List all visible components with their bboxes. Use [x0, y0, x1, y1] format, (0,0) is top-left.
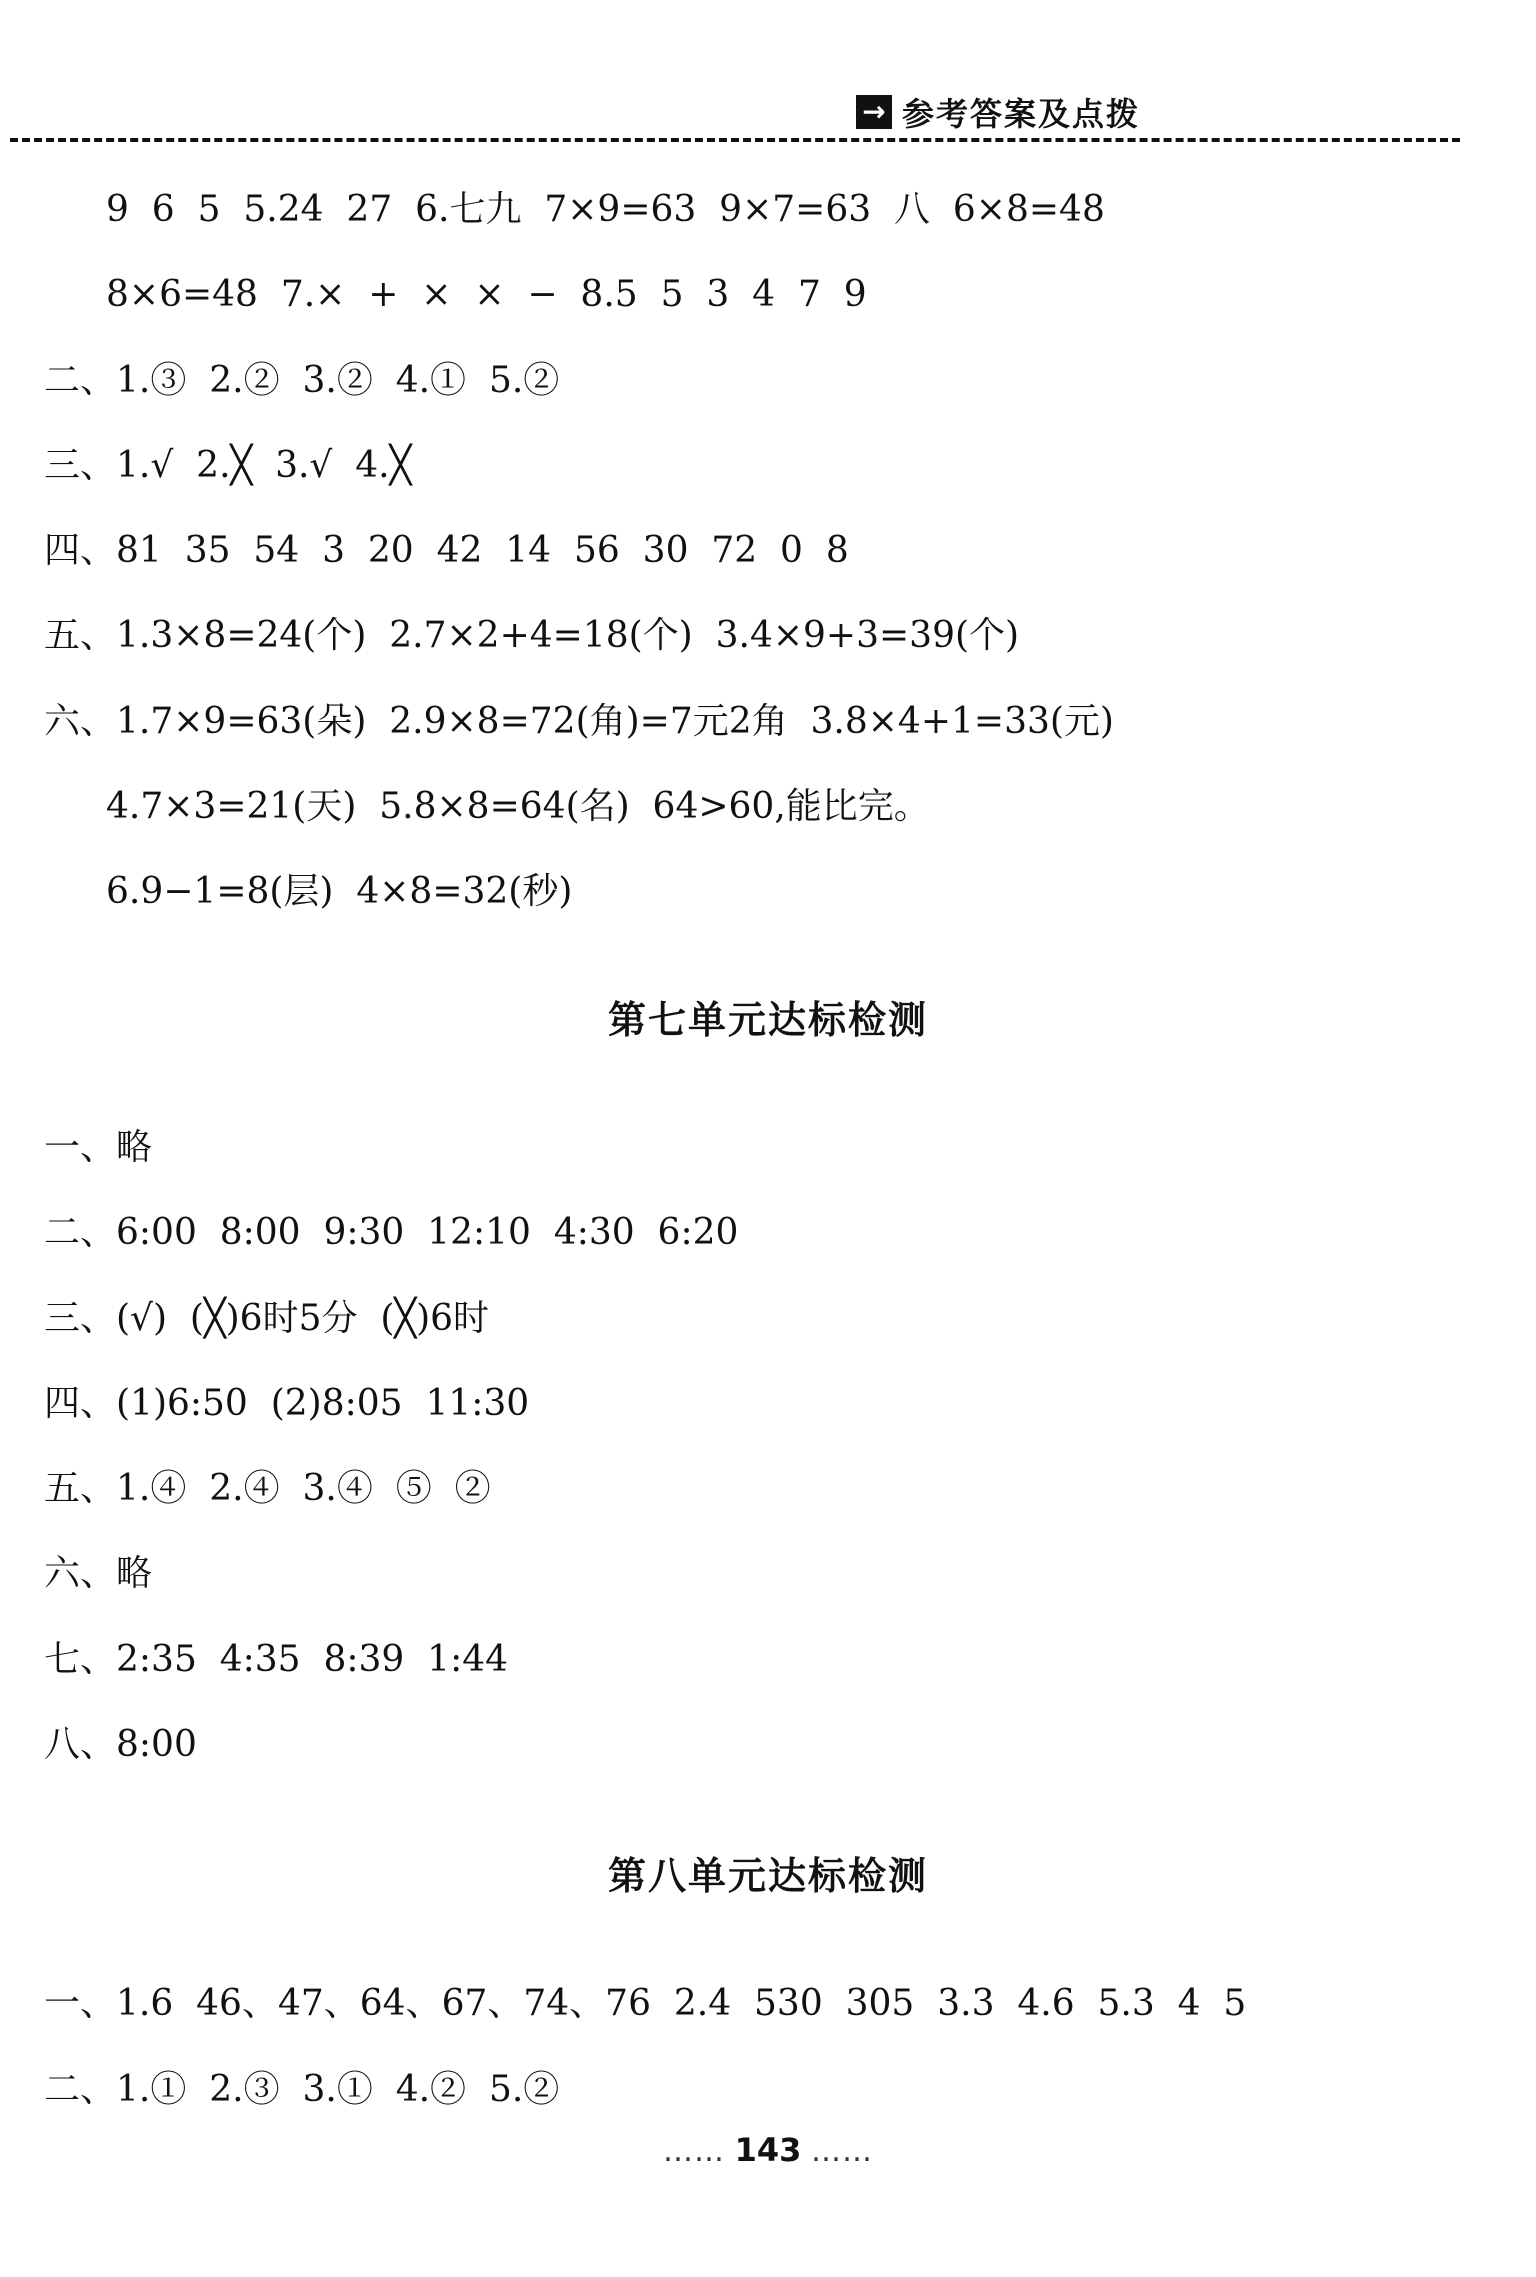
answer-line-7: 六、1.7×9=63(朵) 2.9×8=72(角)=7元2角 3.8×4+1=33(元) [44, 701, 1114, 742]
section-7-line-5: 五、1.④ 2.④ 3.④ ⑤ ② [44, 1468, 491, 1509]
page-header [856, 90, 1140, 134]
answer-line-2: 8×6=48 7.× + × × − 8.5 5 3 4 7 9 [106, 274, 867, 315]
section-8-title: 第八单元达标检测 [607, 1853, 928, 1898]
header-divider [10, 138, 1460, 142]
arrow-icon: → [856, 95, 892, 129]
section-7-line-1: 一、略 [44, 1127, 153, 1168]
answer-line-9: 6.9−1=8(层) 4×8=32(秒) [106, 871, 573, 912]
answer-line-1: 9 6 5 5.24 27 6.七九 7×9=63 9×7=63 八 6×8=48 [106, 189, 1105, 230]
answer-line-8: 4.7×3=21(天) 5.8×8=64(名) 64>60,能比完。 [106, 786, 930, 827]
section-7-line-3: 三、(√) (╳)6时5分 (╳)6时 [44, 1298, 490, 1339]
section-7-title: 第七单元达标检测 [607, 997, 928, 1042]
section-8-line-2: 二、1.① 2.③ 3.① 4.② 5.② [44, 2069, 560, 2110]
section-7-line-8: 八、8:00 [44, 1724, 197, 1765]
section-7-line-2: 二、6:00 8:00 9:30 12:10 4:30 6:20 [44, 1212, 739, 1253]
footer-dots-left: …… [663, 2134, 726, 2169]
answer-line-4: 三、1.√ 2.╳ 3.√ 4.╳ [44, 445, 412, 486]
answer-line-6: 五、1.3×8=24(个) 2.7×2+4=18(个) 3.4×9+3=39(个) [44, 615, 1020, 656]
page-number: 143 [734, 2131, 802, 2169]
answer-line-3: 二、1.③ 2.② 3.② 4.① 5.② [44, 360, 560, 401]
section-8-line-1: 一、1.6 46、47、64、67、74、76 2.4 530 305 3.3 4.6 5.3 4 5 [44, 1983, 1247, 2024]
header-title: 参考答案及点拨 [902, 95, 1141, 133]
footer-dots-right: …… [810, 2134, 873, 2169]
answer-line-5: 四、81 35 54 3 20 42 14 56 30 72 0 8 [44, 530, 849, 571]
section-7-line-6: 六、略 [44, 1553, 153, 1594]
page-footer [0, 2130, 1536, 2172]
section-7-line-4: 四、(1)6:50 (2)8:05 11:30 [44, 1383, 530, 1424]
section-7-line-7: 七、2:35 4:35 8:39 1:44 [44, 1639, 509, 1680]
